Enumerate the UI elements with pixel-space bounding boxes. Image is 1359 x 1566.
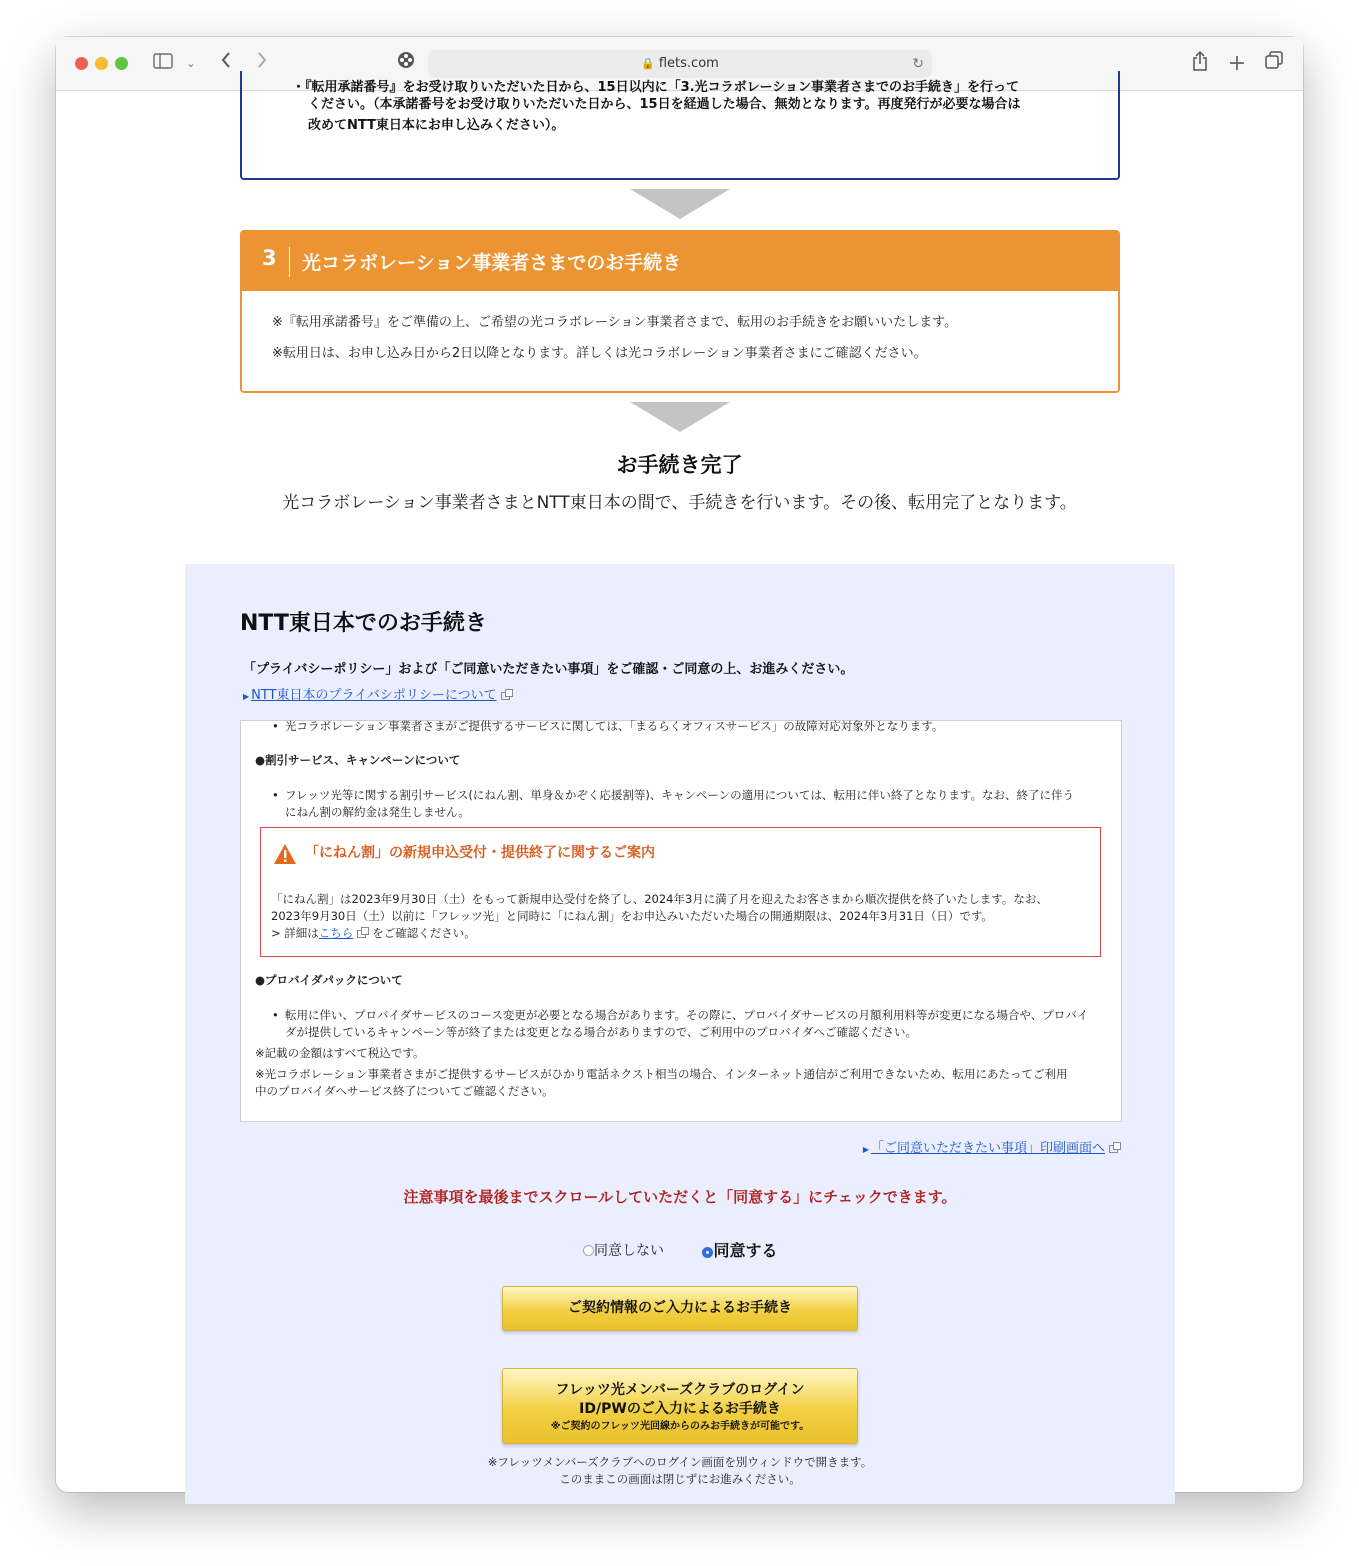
agree-label: 同意する	[713, 1241, 778, 1260]
completion-description: 光コラボレーション事業者さまとNTT東日本の間で、手続きを行います。その後、転用完了となります。	[282, 493, 1077, 513]
ninenwari-warning-box	[260, 827, 1101, 957]
provider-item-line1: • 転用に伴い、プロバイダサービスのコース変更が必要となる場合があります。その際に、プロバイダサービスの月額利用料等が変更になる場合や、プロバイ	[285, 1007, 1105, 1024]
step3-box	[240, 230, 1120, 393]
warning-body	[271, 891, 1091, 942]
members-button-line1: フレッツ光メンバーズクラブのログイン	[555, 1382, 805, 1398]
step2-line-0: ・『転用承諾番号』をお受け取りいただいた日から、15日以内に「3.光コラボレーション事業者さまでのお手続き」を行って	[292, 80, 1020, 95]
flow-arrow-2	[630, 402, 730, 432]
step3-number: 3	[262, 246, 277, 270]
close-window-button[interactable]	[75, 57, 88, 70]
agree-option[interactable]	[702, 1238, 777, 1261]
hikari-note-line1: ※光コラボレーション事業者さまがご提供するサービスがひかり電話ネクスト相当の場合、インターネット通信がご利用できないため、転用にあたってご利用	[255, 1067, 1068, 1081]
step2-line-2: 改めてNTT東日本にお申し込みください）。	[308, 118, 565, 133]
lock-icon: 🔒	[641, 57, 655, 70]
browser-window	[56, 37, 1303, 1492]
detail-prefix: > 詳細は	[271, 926, 319, 940]
page-viewport[interactable]	[56, 80, 1303, 1492]
back-arrow-icon[interactable]	[216, 51, 236, 77]
warning-detail	[271, 925, 1091, 942]
terms-item-maruraku: • 光コラボレーション事業者さまがご提供するサービスに関しては、「まるらくオフィスサービス」の故障対応対象外となります。	[285, 718, 1105, 735]
warning-body-line2: 2023年9月30日（土）以前に「フレッツ光」と同時に「にねん割」をお申込みいただいた場合の開通期限は、2024年3月31日（日）です。	[271, 909, 993, 923]
detail-link[interactable]: こちら	[318, 926, 354, 940]
step2-box	[240, 71, 1120, 180]
provider-item-line2: ダが提供しているキャンペーン等が終了または変更となる場合がありますので、ご利用中のプロバイダへご確認ください。	[285, 1025, 918, 1039]
contract-info-button[interactable]: ご契約情報のご入力によるお手続き	[502, 1286, 858, 1331]
flow-arrow-1	[630, 189, 730, 219]
warning-icon	[273, 843, 297, 865]
disagree-option[interactable]	[583, 1240, 698, 1260]
step3-header	[242, 232, 1118, 291]
members-club-login-button[interactable]	[502, 1368, 858, 1444]
sidebar-icon[interactable]	[152, 51, 174, 77]
chevron-down-icon[interactable]: ⌄	[186, 57, 196, 70]
share-icon[interactable]	[1189, 51, 1211, 77]
detail-suffix: をご確認ください。	[372, 926, 476, 940]
print-terms-link[interactable]	[863, 1137, 1118, 1156]
discount-heading: ●割引サービス、キャンペーンについて	[255, 753, 461, 767]
agree-radio[interactable]	[702, 1247, 713, 1258]
privacy-policy-link[interactable]	[243, 684, 510, 703]
warning-title: 「にねん割」の新規申込受付・提供終了に関するご案内	[305, 845, 655, 861]
url-text: flets.com	[658, 56, 719, 71]
login-window-note	[185, 1454, 1175, 1488]
step3-note-1: ※『転用承諾番号』をご準備の上、ご希望の光コラボレーション事業者さまで、転用のお手続きをお願いいたします。	[272, 315, 958, 330]
provider-heading: ●プロバイダパックについて	[255, 973, 403, 987]
step3-divider	[289, 247, 290, 277]
login-note-line2: このままこの画面は閉じずにお進みください。	[559, 1472, 801, 1486]
terms-scroll-box[interactable]	[240, 720, 1122, 1122]
privacy-policy-link-text: NTT東日本のプライバシポリシーについて	[251, 688, 497, 703]
link-arrow-icon: ▶	[243, 692, 250, 701]
discount-item-line1: • フレッツ光等に関する割引サービス(にねん割、単身＆かぞく応援割等)、キャンペーンの適用については、転用に伴い終了となります。なお、終了に伴う	[285, 787, 1105, 804]
scroll-notice: 注意事項を最後までスクロールしていただくと「同意する」にチェックできます。	[403, 1188, 957, 1206]
disagree-radio[interactable]	[583, 1245, 594, 1256]
login-note-line1: ※フレッツメンバーズクラブへのログイン画面を別ウィンドウで開きます。	[487, 1455, 873, 1469]
step3-body	[242, 291, 1118, 364]
ntt-procedure-panel	[185, 564, 1175, 1504]
tab-overview-icon[interactable]	[1263, 51, 1285, 77]
step3-title: 光コラボレーション事業者さまでのお手続き	[302, 252, 682, 274]
disagree-label: 同意しない	[594, 1242, 664, 1259]
print-terms-link-text: 「ご同意いただきたい事項」印刷画面へ	[870, 1141, 1105, 1156]
ntt-title: NTT東日本でのお手続き	[240, 611, 487, 636]
tax-note: ※記載の金額はすべて税込です。	[255, 1046, 425, 1060]
completion-title: お手続き完了	[616, 453, 743, 477]
step2-line-1: ください。（本承諾番号をお受け取りいただいた日から、15日を経過した場合、無効となります。再度発行が必要な場合は	[308, 97, 1021, 112]
minimize-window-button[interactable]	[95, 57, 108, 70]
new-tab-icon[interactable]: +	[1227, 51, 1247, 76]
link-arrow-icon: ▶	[862, 1145, 869, 1154]
consent-note: 「プライバシーポリシー」および「ご同意いただきたい事項」をご確認・ご同意の上、お進みください。	[243, 662, 854, 677]
discount-item-line2: にねん割の解約金は発生しません。	[285, 805, 470, 819]
members-button-line2: ID/PWのご入力によるお手続き	[579, 1401, 781, 1417]
warning-body-line1: 「にねん割」は2023年9月30日（土）をもって新規申込受付を終了し、2024年3月に満了月を迎えたお客さまから順次提供を終了いたします。なお、	[271, 892, 1048, 906]
step2-text	[292, 79, 1098, 136]
external-window-icon	[357, 930, 366, 938]
agreement-radio-group	[583, 1238, 777, 1261]
members-button-note: ※ご契約のフレッツ光回線からのみお手続きが可能です。	[550, 1421, 810, 1432]
zoom-window-button[interactable]	[115, 57, 128, 70]
external-window-icon	[501, 692, 510, 700]
step3-note-2: ※転用日は、お申し込み日から2日以降となります。詳しくは光コラボレーション事業者さまにご確認ください。	[272, 346, 927, 361]
reload-icon[interactable]: ↻	[912, 56, 924, 72]
external-window-icon	[1109, 1145, 1118, 1153]
hikari-note-line2: 中のプロバイダへサービス終了についてご確認ください。	[255, 1084, 554, 1098]
